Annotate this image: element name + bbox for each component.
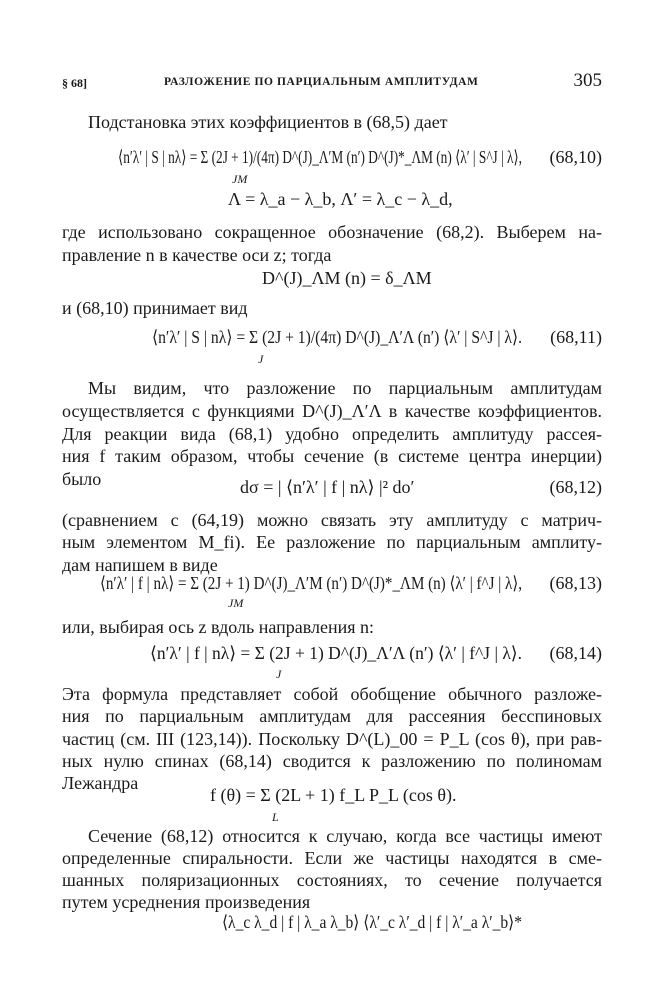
text-line: ных нулю спинах (68,14) сводится к разложению по полиномам — [62, 751, 602, 771]
equation-d-delta: D^(J)_ΛM (n) = δ_ΛM — [262, 268, 432, 288]
sum-index: J — [276, 667, 282, 681]
sum-index: JM — [232, 172, 248, 186]
text-line: и (68,10) принимает вид — [62, 298, 248, 318]
text-line: (сравнением с (64,19) можно связать эту амплитуду с матрич- — [62, 510, 602, 530]
equation-number: (68,10) — [549, 147, 602, 167]
text-line: или, выбирая ось z вдоль направления n: — [62, 617, 374, 637]
text-line: частиц (см. III (123,14)). Поскольку D^(L)_00 = P_L (cos θ), при рав- — [62, 729, 602, 749]
equation-number: (68,13) — [549, 573, 602, 593]
text-line: ния f таким образом, чтобы сечение (в системе центра инерции) — [62, 446, 602, 466]
text-line: осуществляется с функциями D^(J)_Λ′Λ в качестве коэффициентов. — [62, 401, 602, 421]
text-line: Эта формула представляет собой обобщение обычного разложе- — [62, 684, 602, 704]
equation-legendre-expansion: f (θ) = Σ (2L + 1) f_L P_L (cos θ). — [210, 785, 457, 805]
equation-number: (68,12) — [549, 477, 602, 497]
text-line: путем усреднения произведения — [62, 892, 311, 912]
text-line: шанных поляризационных состояниях, то сечение получается — [62, 870, 602, 890]
text-line: определенные спиральности. Если же частицы находятся в сме- — [62, 848, 602, 868]
sum-index: L — [272, 810, 279, 824]
text-line: Для реакции вида (68,1) удобно определить амплитуду рассея- — [62, 424, 602, 444]
text-line: правление n в качестве оси z; тогда — [62, 245, 332, 265]
equation-amplitude-product: ⟨λ_c λ_d | f | λ_a λ_b⟩ ⟨λ′_c λ′_d | f | λ′_a λ′_b⟩* — [222, 912, 522, 932]
equation-lambda-definitions: Λ = λ_a − λ_b, Λ′ = λ_c − λ_d, — [228, 189, 453, 209]
equation-number: (68,11) — [550, 327, 602, 347]
equation-number: (68,14) — [549, 643, 602, 663]
sum-index: J — [258, 352, 264, 366]
section-mark: § 68] — [62, 76, 87, 90]
text-line: Сечение (68,12) относится к случаю, когда все частицы имеют — [88, 826, 602, 846]
equation-68-10: ⟨n′λ′ | S | nλ⟩ = Σ (2J + 1)/(4π) D^(J)_Λ′M (n′) D^(J)*_ΛM (n) ⟨λ′ | S^J | λ⟩, — [118, 147, 522, 167]
running-title: РАЗЛОЖЕНИЕ ПО ПАРЦИАЛЬНЫМ АМПЛИТУДАМ — [164, 76, 479, 88]
text-line: дам напишем в виде — [62, 555, 218, 575]
equation-68-12: dσ = | ⟨n′λ′ | f | nλ⟩ |² do′ — [240, 477, 415, 497]
text-line: где использовано сокращенное обозначение (68,2). Выберем на- — [62, 222, 602, 242]
sum-index: JM — [228, 596, 244, 610]
equation-68-14: ⟨n′λ′ | f | nλ⟩ = Σ (2J + 1) D^(J)_Λ′Λ (n′) ⟨λ′ | f^J | λ⟩. — [150, 643, 522, 663]
text-line: ния по парциальным амплитудам для рассеяния бесспиновых — [62, 706, 602, 726]
text-line: ным элементом M_fi). Ее разложение по парциальным амплиту- — [62, 532, 602, 552]
text-line: Лежандра — [62, 773, 139, 793]
page-number: 305 — [573, 70, 602, 91]
text-line: Мы видим, что разложение по парциальным амплитудам — [88, 378, 602, 398]
text-line: было — [62, 469, 102, 489]
equation-68-13: ⟨n′λ′ | f | nλ⟩ = Σ (2J + 1) D^(J)_Λ′M (n′) D^(J)*_ΛM (n) ⟨λ′ | f^J | λ⟩, — [100, 573, 522, 593]
equation-68-11: ⟨n′λ′ | S | nλ⟩ = Σ (2J + 1)/(4π) D^(J)_Λ′Λ (n′) ⟨λ′ | S^J | λ⟩. — [152, 327, 522, 347]
page-header — [62, 70, 602, 94]
text-line: Подстановка этих коэффициентов в (68,5) дает — [88, 112, 448, 132]
